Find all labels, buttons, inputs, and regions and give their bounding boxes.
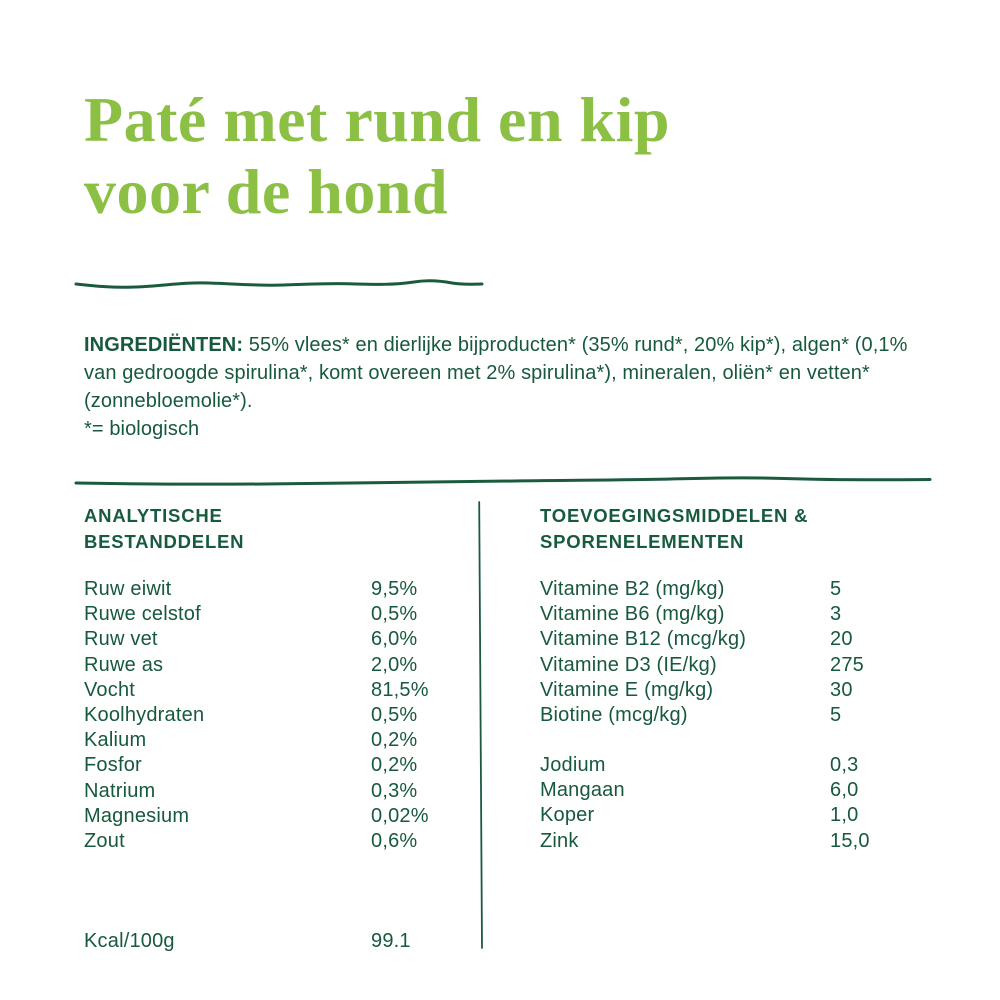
analytical-heading: ANALYTISCHE BESTANDDELEN (84, 505, 245, 552)
table-row (84, 578, 476, 603)
row-value: 20 (830, 628, 853, 651)
row-value: 0,02% (371, 804, 429, 827)
row-value: 0,2% (371, 754, 418, 777)
row-label: Ruw vet (84, 628, 158, 651)
vitamin-rows (540, 578, 932, 729)
table-row (84, 830, 476, 855)
row-label: Fosfor (84, 754, 142, 777)
row-value: 275 (830, 653, 864, 676)
row-label: Natrium (84, 779, 156, 802)
organic-footnote: *= biologisch (84, 418, 200, 440)
column-divider-line (476, 500, 486, 950)
row-label: Vitamine B2 (mg/kg) (540, 578, 725, 600)
row-value: 5 (830, 578, 842, 600)
ingredients-label: INGREDIËNTEN: (84, 334, 244, 356)
mineral-rows (540, 754, 932, 855)
section-divider-line (74, 472, 934, 488)
energy-row (84, 930, 476, 955)
row-value: 5 (830, 703, 842, 726)
table-row (540, 654, 932, 679)
row-value: 6,0 (830, 779, 859, 802)
page-title-line2: voor de hond (84, 156, 449, 227)
row-value: 6,0% (371, 628, 418, 651)
table-row (540, 628, 932, 653)
page-title (84, 84, 824, 228)
row-label: Vitamine B12 (mcg/kg) (540, 628, 747, 651)
ingredients-paragraph (84, 331, 908, 443)
additives-heading: TOEVOEGINGSMIDDELEN & SPORENELEMENTEN (540, 505, 809, 552)
row-value: 0,3% (371, 779, 418, 802)
row-value: 0,5% (371, 703, 418, 726)
row-value: 0,3 (830, 754, 859, 776)
table-row (540, 704, 932, 729)
analytical-column (84, 503, 476, 952)
row-value: 99.1 (371, 930, 411, 952)
page-title-line1: Paté met rund en kip (84, 84, 670, 155)
row-label: Vitamine E (mg/kg) (540, 678, 714, 701)
row-value: 0,6% (371, 829, 418, 852)
row-label: Kcal/100g (84, 930, 175, 952)
table-row (540, 779, 932, 804)
row-value: 0,2% (371, 729, 418, 752)
table-row (84, 654, 476, 679)
row-label: Ruwe celstof (84, 603, 201, 626)
row-label: Ruw eiwit (84, 578, 172, 600)
table-row (540, 830, 932, 855)
table-row (540, 603, 932, 628)
row-value: 9,5% (371, 578, 418, 600)
row-label: Vitamine D3 (IE/kg) (540, 653, 717, 676)
row-value: 2,0% (371, 653, 418, 676)
title-divider-line (74, 276, 484, 292)
table-row (540, 578, 932, 603)
ingredients-text: 55% vlees* en dierlijke bijproducten* (35% rund*, 20% kip*), algen* (0,1% van gedroogde spirulina*, komt overeen met 2% spirulina*), mineralen, oliën* en vetten* (zonnebloemolie*). (84, 334, 908, 412)
table-row (84, 628, 476, 653)
table-row (84, 805, 476, 830)
table-row (540, 804, 932, 829)
table-row (84, 704, 476, 729)
table-row (84, 603, 476, 628)
row-label: Vocht (84, 678, 136, 701)
row-value: 1,0 (830, 804, 859, 827)
row-value: 0,5% (371, 603, 418, 626)
table-row (84, 780, 476, 805)
row-label: Vitamine B6 (mg/kg) (540, 603, 725, 626)
row-value: 81,5% (371, 678, 429, 701)
row-label: Zout (84, 829, 125, 852)
table-row (84, 754, 476, 779)
table-row (540, 754, 932, 779)
table-row (540, 679, 932, 704)
row-label: Mangaan (540, 779, 625, 802)
row-label: Zink (540, 829, 579, 852)
row-label: Kalium (84, 729, 147, 752)
row-label: Magnesium (84, 804, 190, 827)
table-row (84, 679, 476, 704)
row-label: Biotine (mcg/kg) (540, 703, 688, 726)
row-value: 15,0 (830, 829, 870, 852)
row-label: Jodium (540, 754, 606, 776)
table-row (84, 729, 476, 754)
row-label: Ruwe as (84, 653, 164, 676)
row-label: Koolhydraten (84, 703, 205, 726)
additives-column (540, 503, 932, 852)
analytical-rows (84, 578, 476, 855)
row-value: 3 (830, 603, 842, 626)
row-value: 30 (830, 678, 853, 701)
row-label: Koper (540, 804, 595, 827)
